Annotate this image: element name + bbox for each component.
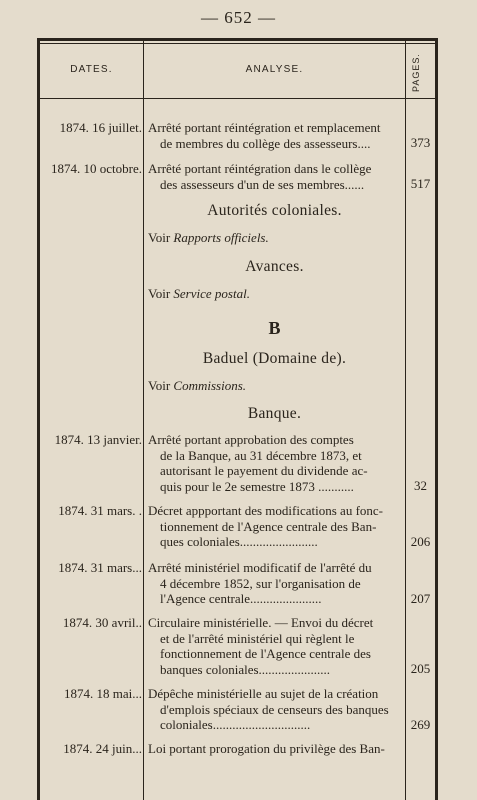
entry-analysis: Arrêté ministériel modificatif de l'arrêté du 4 décembre 1852, sur l'organisation de l'Agence centrale...................... [148,560,372,607]
header-analyse: ANALYSE. [245,64,304,75]
entry-date: 1874. 18 mai... [64,686,142,701]
table-top-rule [37,38,438,41]
header-pages: PAGES. [411,53,421,92]
entry-analysis: Arrêté portant réintégration et remplacement de membres du collège des assesseurs.... [148,120,381,151]
page-number: — 652 — [201,8,276,27]
entry-date: 1874. 31 mars... [58,560,142,575]
entry-date: 1874. 13 janvier. [54,432,142,447]
entry-page: 517 [410,176,431,191]
entry-date: 1874. 24 juin... [63,741,142,756]
entry-analysis: Loi portant prorogation du privilège des Ban- [148,741,385,756]
see-also-autorites: Voir Rapports officiels. [148,230,269,245]
entry-date: 1874. 10 octobre. [51,161,142,176]
entry-page: 206 [410,534,431,549]
see-also-avances: Voir Service postal. [148,286,250,301]
section-title-avances: Avances. [245,258,304,275]
entry-date: 1874. 16 juillet. [59,120,142,135]
entry-date: 1874. 30 avril.. [62,615,142,630]
entry-analysis: Circulaire ministérielle. — Envoi du décret et de l'arrêté ministériel qui règlent le fonctionnement de l'Agence centrale des banques coloniales...................... [148,615,374,677]
entry-page: 207 [410,591,431,606]
section-title-banque: Banque. [247,405,302,422]
entry-analysis: Dépêche ministérielle au sujet de la création d'emplois spéciaux de censeurs des banques coloniales.............................. [148,686,389,733]
entry-analysis: Arrêté portant réintégration dans le collège des assesseurs d'un de ses membres...... [148,161,372,192]
entry-analysis: Décret appportant des modifications au fonc- tionnement de l'Agence centrale des Ban- ques coloniales........................ [148,503,383,550]
letter-heading: B [268,318,281,338]
pages-column-divider [405,38,406,800]
entry-page: 269 [410,717,431,732]
entry-page: 32 [414,478,427,493]
table-right-border [435,38,438,800]
entry-page: 205 [410,661,431,676]
entry-date: 1874. 31 mars. . [58,503,142,518]
section-title-autorites: Autorités coloniales. [207,202,342,219]
see-also-baduel: Voir Commissions. [148,378,247,393]
header-dates: DATES. [70,64,113,75]
table-top-rule-thin [37,43,438,44]
entry-page: 373 [410,135,431,150]
section-title-baduel: Baduel (Domaine de). [202,350,347,367]
header-rule [37,98,438,99]
entry-analysis: Arrêté portant approbation des comptes de la Banque, au 31 décembre 1873, et autorisant le payement du dividende ac- quis pour le 2e semestre 1873 ........... [148,432,368,494]
